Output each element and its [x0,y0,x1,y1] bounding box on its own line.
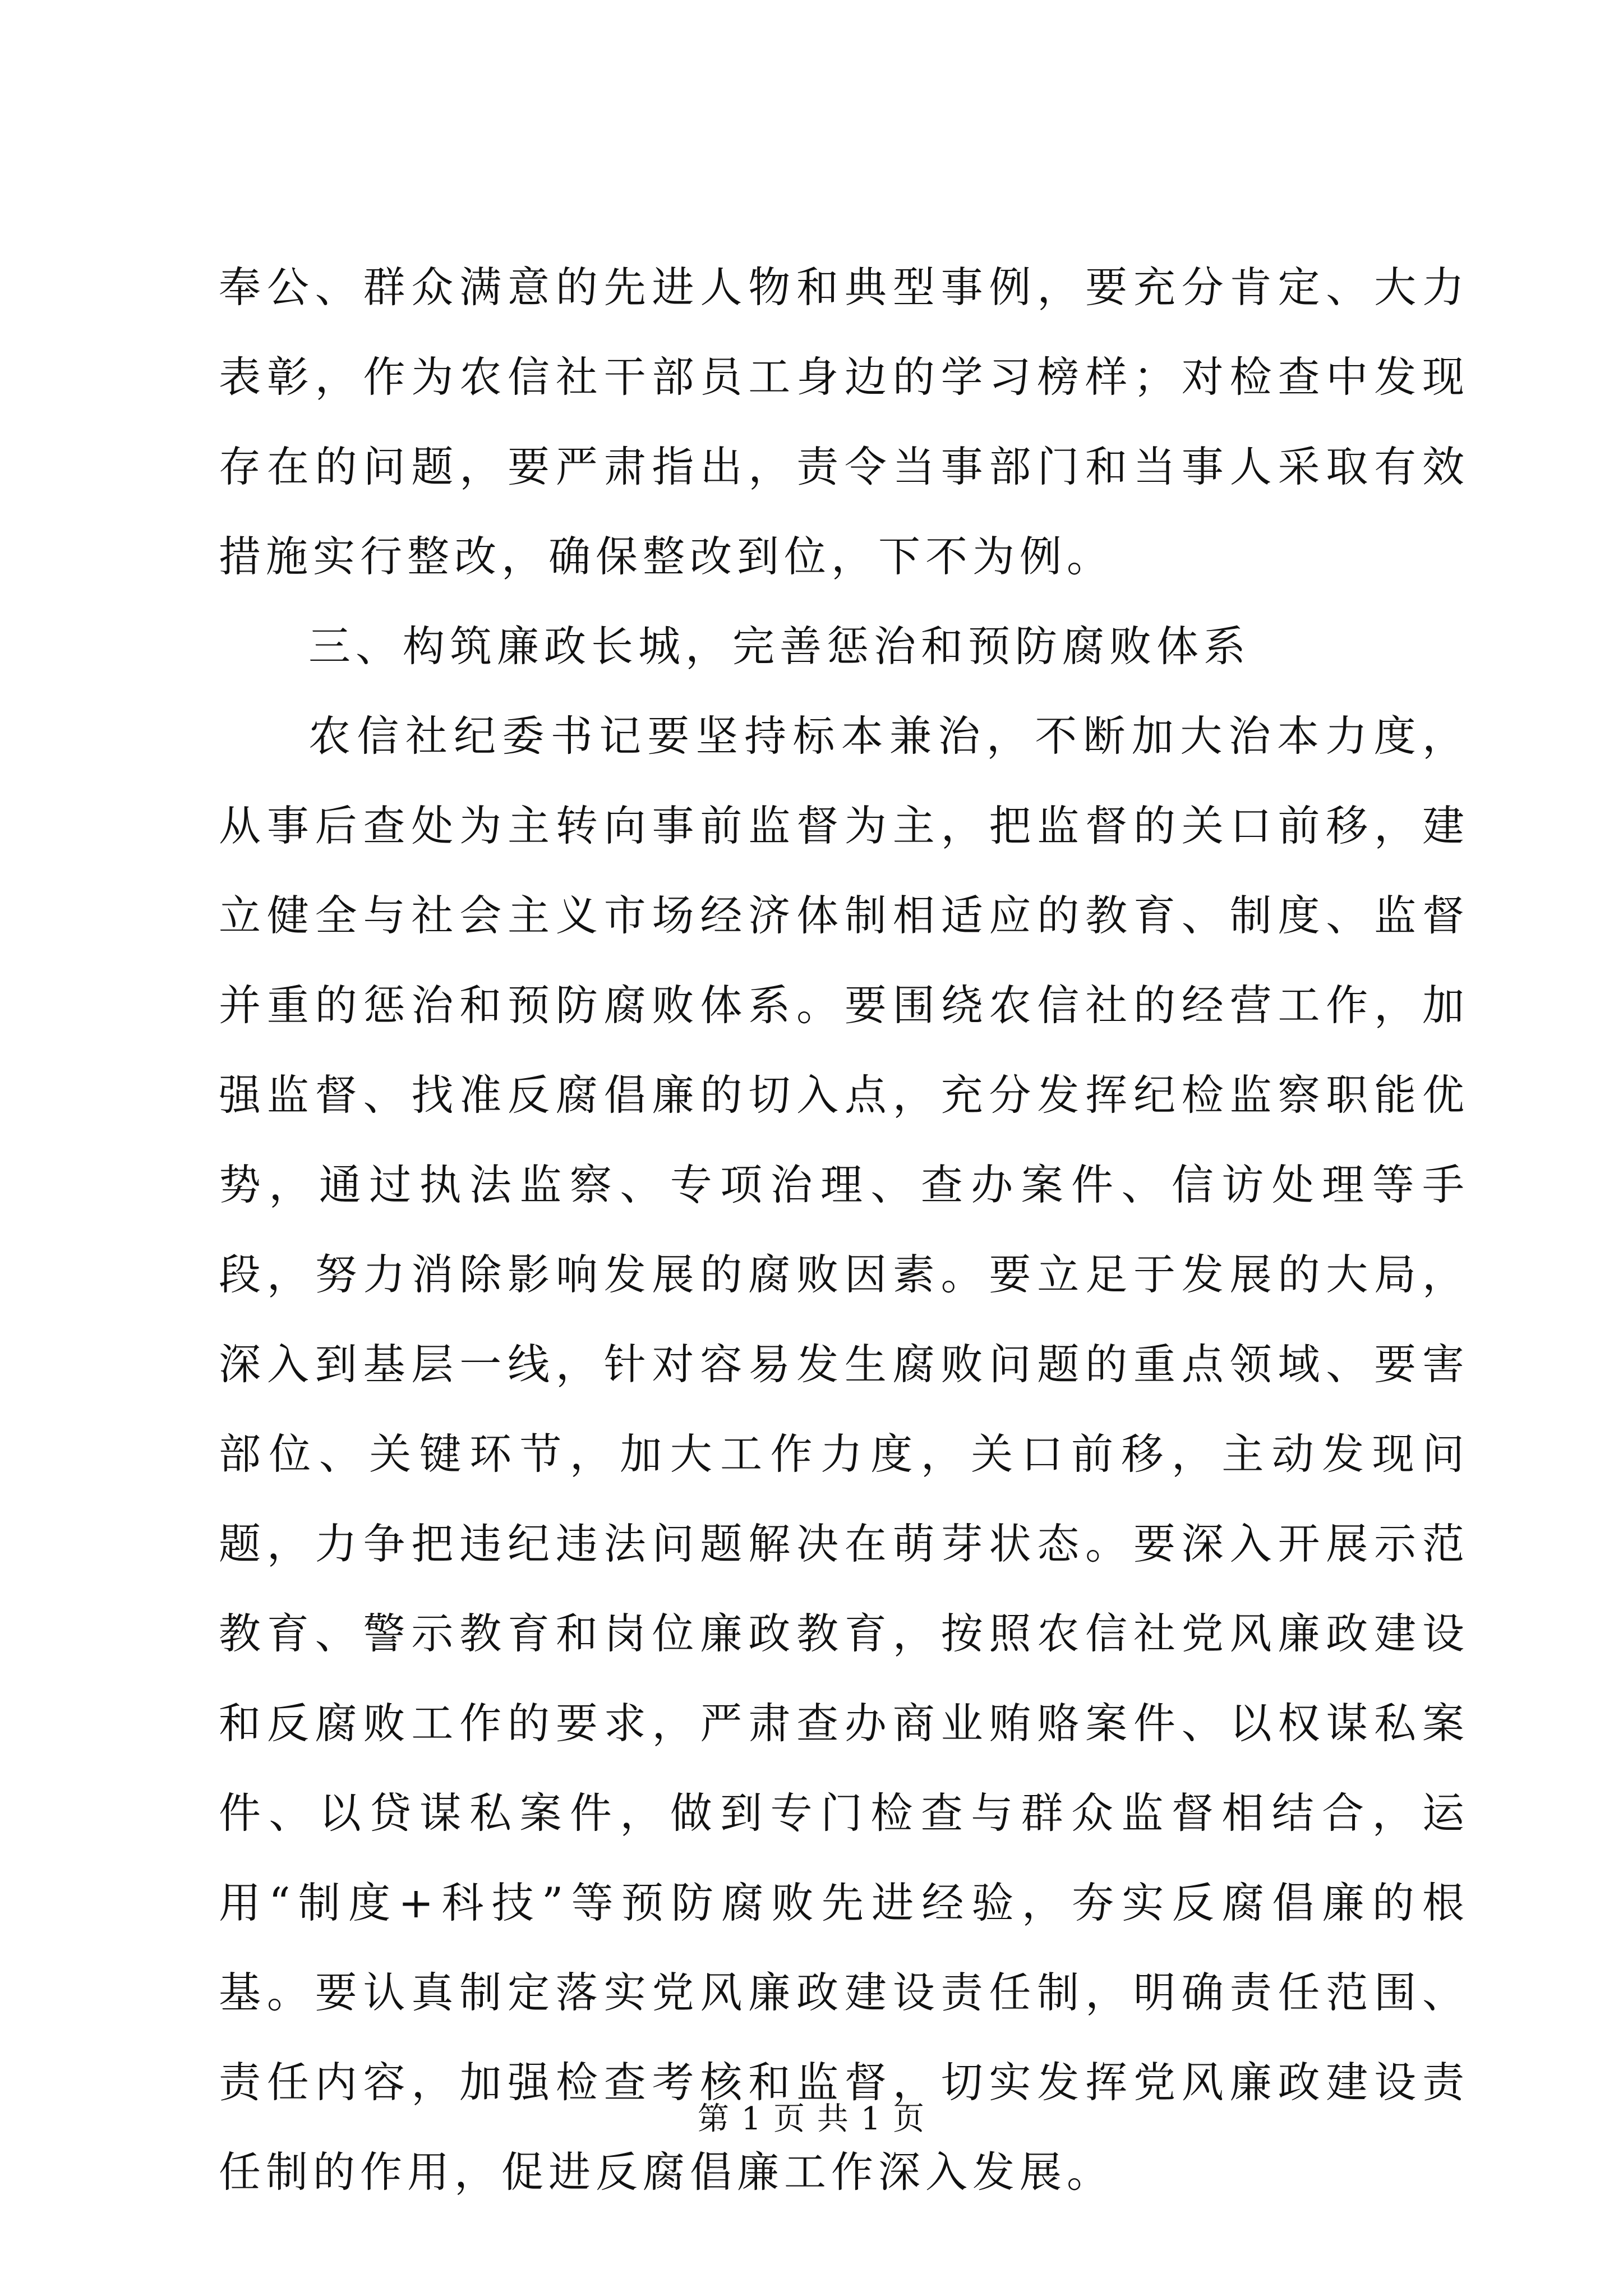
paragraph-continuation: 奉公、群众满意的先进人物和典型事例，要充分肯定、大力表彰，作为农信社干部员工身边的学习榜样；对检查中发现存在的问题，要严肃指出，责令当事部门和当事人采取有效措施实行整改，确保整改到位，下不为例。 [219,263,1469,581]
document-body [219,242,1469,2217]
section-heading: 三、构筑廉政长城，完善惩治和预防腐败体系 [308,622,1251,671]
paragraph-body: 农信社纪委书记要坚持标本兼治，不断加大治本力度，从事后查处为主转向事前监督为主，把监督的关口前移，建立健全与社会主义市场经济体制相适应的教育、制度、监督并重的惩治和预防腐败体系。要围绕农信社的经营工作，加强监督、找准反腐倡廉的切入点，充分发挥纪检监察职能优势，通过执法监察、专项治理、查办案件、信访处理等手段，努力消除影响发展的腐败因素。要立足于发展的大局，深入到基层一线，针对容易发生腐败问题的重点领域、要害部位、关键环节，加大工作力度，关口前移，主动发现问题，力争把违纪违法问题解决在萌芽状态。要深入开展示范教育、警示教育和岗位廉政教育，按照农信社党风廉政建设和反腐败工作的要求，严肃查办商业贿赂案件、以权谋私案件、以贷谋私案件，做到专门检查与群众监督相结合，运用“制度+科技”等预防腐败先进经验，夯实反腐倡廉的根基。要认真制定落实党风廉政建设责任制，明确责任范围、责任内容，加强检查考核和监督，切实发挥党风廉政建设责任制的作用，促进反腐倡廉工作深入发展。 [219,711,1469,2197]
page-footer: 第 1 页 共 1 页 [697,2101,926,2137]
